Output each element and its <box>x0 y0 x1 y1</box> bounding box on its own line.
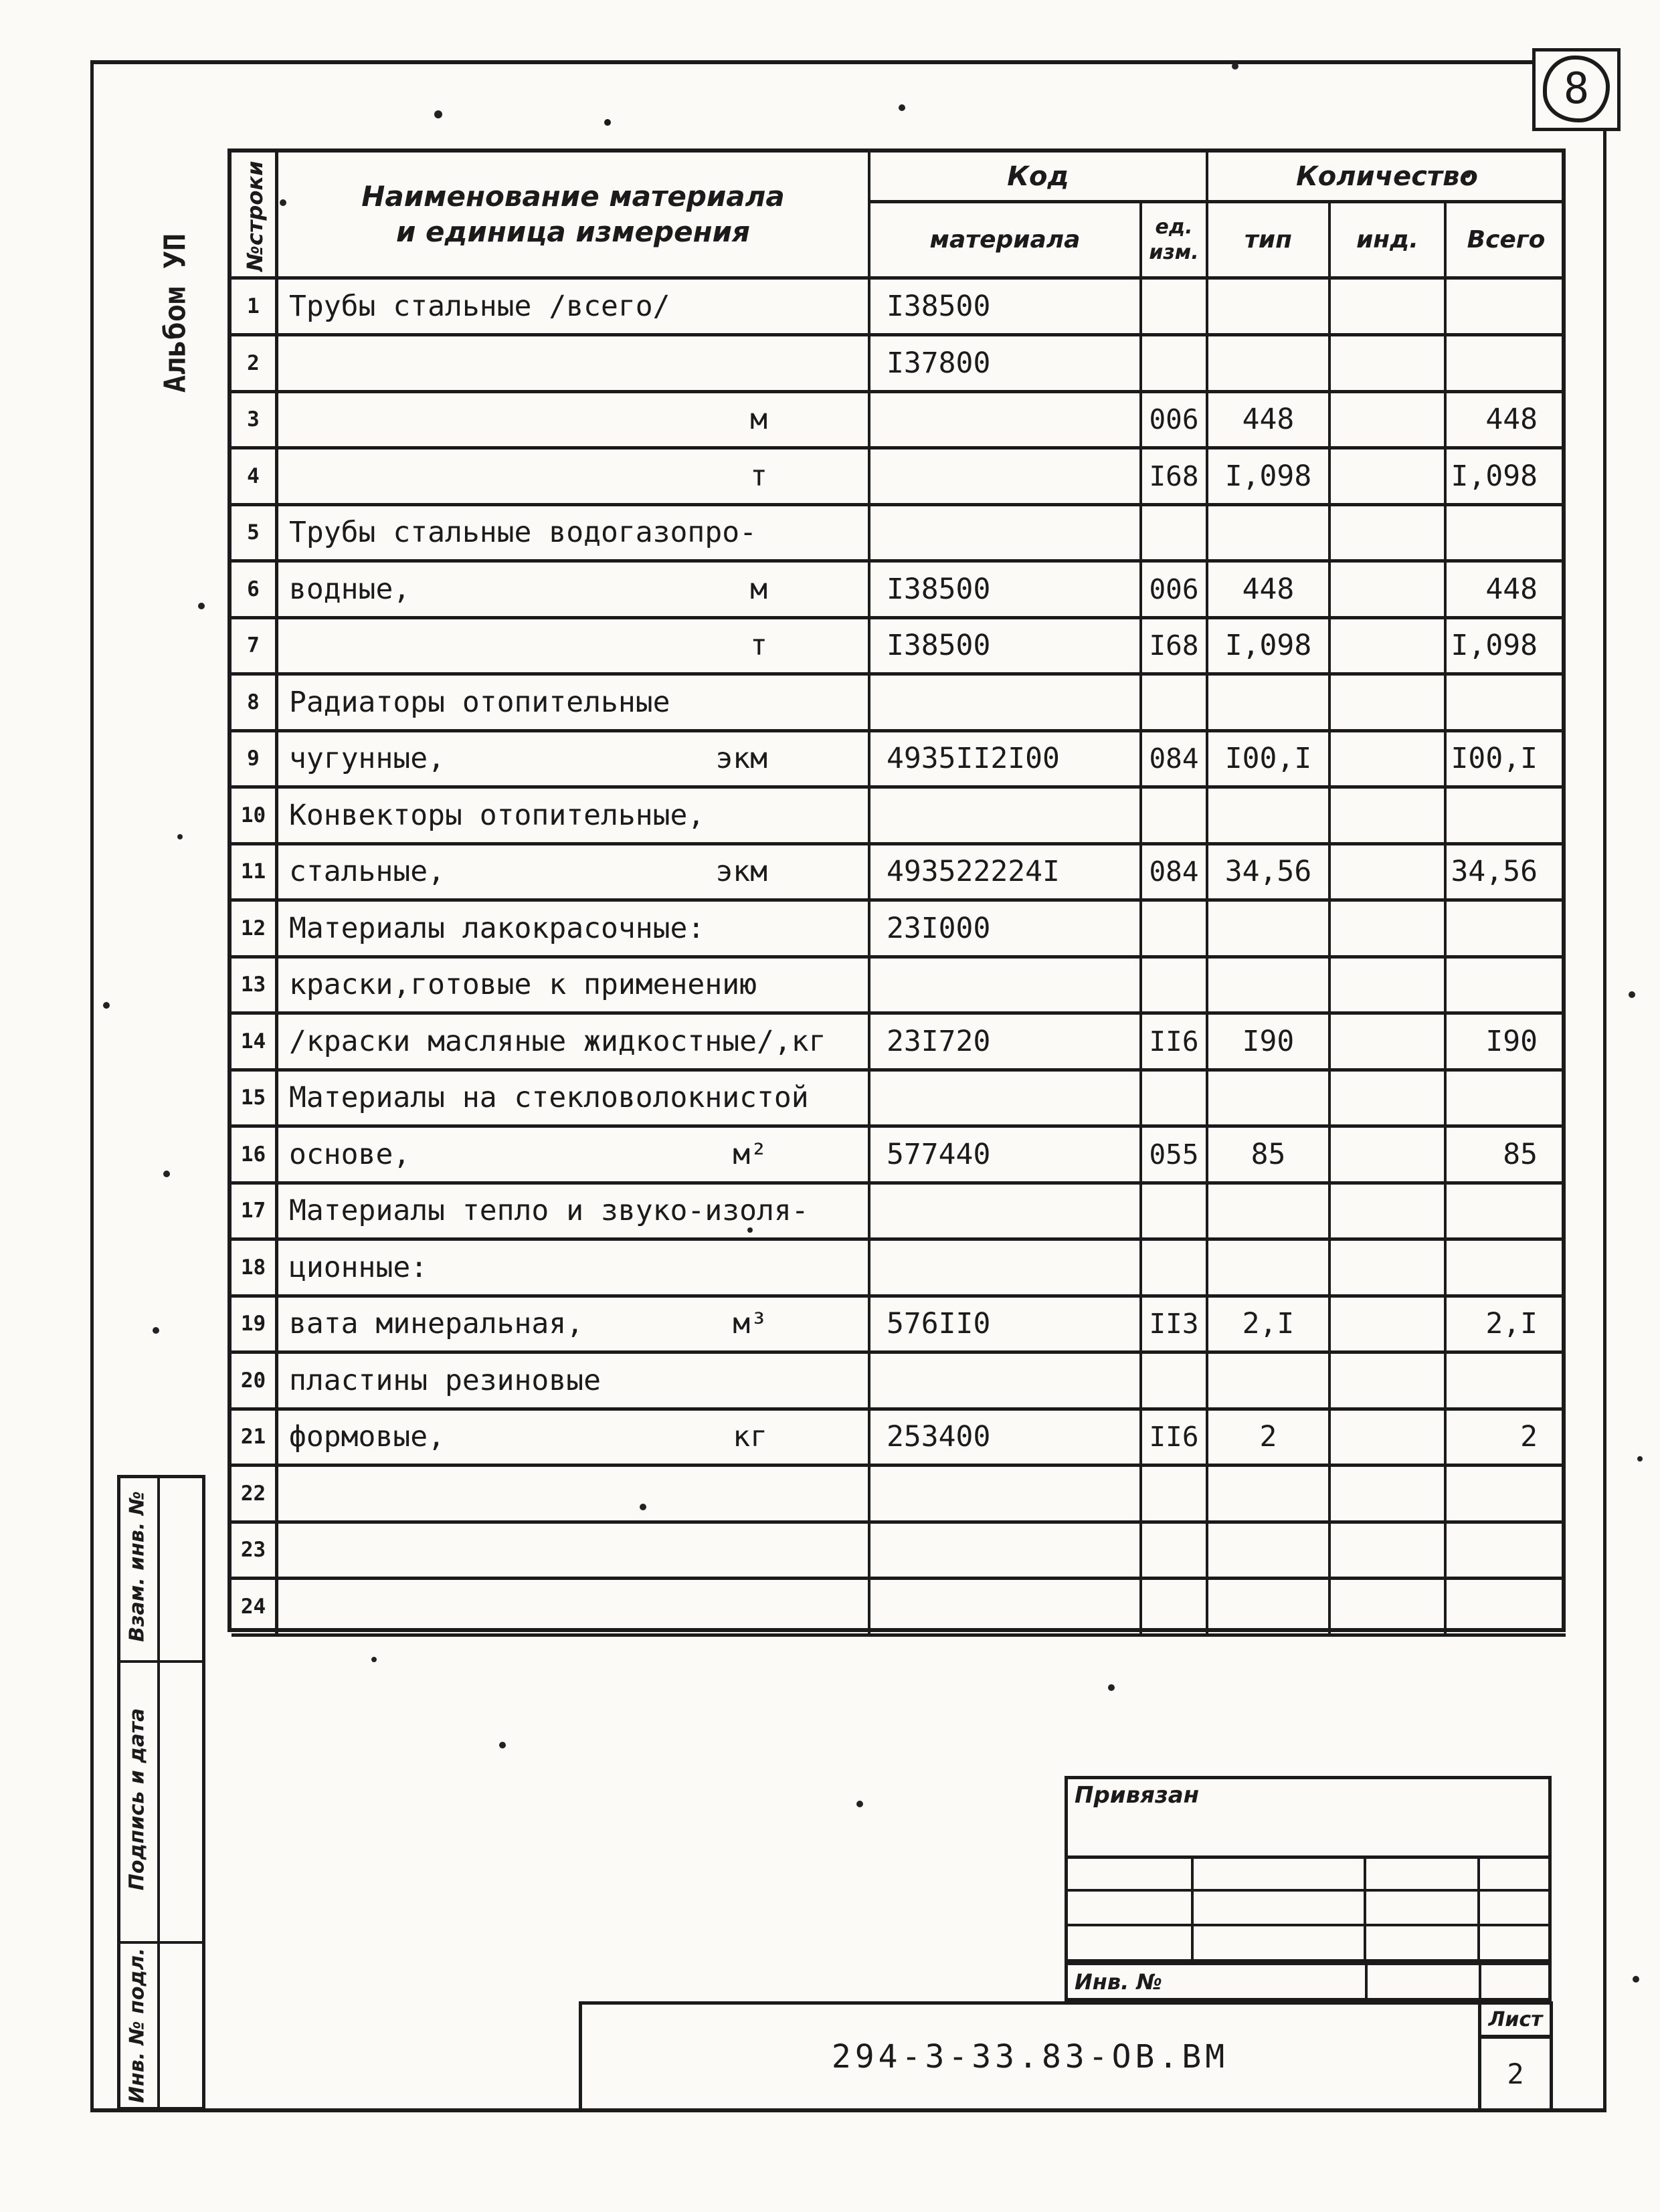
title-grid-cell <box>1194 1892 1366 1927</box>
cell-num: 20 <box>232 1354 278 1407</box>
cell-type: I00,I <box>1208 732 1331 785</box>
cell-code: 253400 <box>870 1410 1142 1464</box>
cell-code <box>870 676 1142 729</box>
material-name: вата минеральная, <box>289 1307 584 1340</box>
material-unit: м <box>750 403 767 436</box>
cell-unit_code <box>1142 1241 1208 1294</box>
title-grid-cell <box>1068 1892 1194 1927</box>
cell-type: I,098 <box>1208 449 1331 503</box>
header-type: тип <box>1208 203 1331 280</box>
title-grid-cell <box>1068 1926 1194 1962</box>
cell-code: 4935II2I00 <box>870 732 1142 785</box>
cell-ind <box>1331 449 1447 503</box>
cell-num: 11 <box>232 845 278 898</box>
header-ind: инд. <box>1331 203 1447 280</box>
cell-num: 24 <box>232 1580 278 1633</box>
cell-ind <box>1331 958 1447 1011</box>
cell-name <box>278 449 870 503</box>
cell-type: 448 <box>1208 563 1331 616</box>
cell-unit_code: 055 <box>1142 1128 1208 1181</box>
sheet-number-box <box>1478 2035 1553 2112</box>
cell-total <box>1447 902 1566 955</box>
cell-name <box>278 1071 870 1124</box>
material-name: стальные, <box>289 855 445 888</box>
cell-type <box>1208 336 1331 390</box>
cell-ind <box>1331 676 1447 729</box>
cell-code <box>870 1071 1142 1124</box>
material-unit: м <box>750 572 767 606</box>
table-row <box>232 563 1566 619</box>
cell-num: 22 <box>232 1467 278 1520</box>
cell-type: 34,56 <box>1208 845 1331 898</box>
material-name: Трубы стальные /всего/ <box>289 290 670 323</box>
header-unit-line2: изм. <box>1149 240 1199 264</box>
cell-code <box>870 506 1142 559</box>
cell-ind <box>1331 1410 1447 1464</box>
material-name: чугунные, <box>289 742 445 775</box>
cell-name <box>278 619 870 672</box>
table-row <box>232 393 1566 449</box>
table-row <box>232 449 1566 506</box>
material-name: Материалы лакокрасочные: <box>289 911 705 945</box>
cell-unit_code: II3 <box>1142 1297 1208 1350</box>
cell-name <box>278 958 870 1011</box>
cell-unit_code <box>1142 1523 1208 1577</box>
stamp-divider-2 <box>120 1941 202 1944</box>
cell-ind <box>1331 1128 1447 1181</box>
table-row <box>232 1184 1566 1241</box>
header-name-line2: и единица измерения <box>395 215 751 248</box>
stamp-vzam-inv: Взам. инв. № <box>125 1491 149 1642</box>
cell-total: I90 <box>1485 1024 1538 1058</box>
cell-type: 448 <box>1208 393 1331 446</box>
cell-ind <box>1331 506 1447 559</box>
sheet-label-box <box>1478 2001 1553 2038</box>
title-grid-cell <box>1366 1892 1480 1927</box>
cell-unit_code <box>1142 676 1208 729</box>
title-grid <box>1065 1856 1552 1962</box>
cell-ind <box>1331 1580 1447 1633</box>
materials-table <box>227 148 1566 1632</box>
cell-type <box>1208 1354 1331 1407</box>
cell-total <box>1447 1354 1566 1407</box>
cell-total: 448 <box>1485 572 1538 606</box>
cell-code <box>870 1523 1142 1577</box>
cell-code: I38500 <box>870 563 1142 616</box>
cell-name <box>278 1297 870 1350</box>
cell-type: I,098 <box>1208 619 1331 672</box>
cell-num: 16 <box>232 1128 278 1181</box>
inv-row-divider-1 <box>1365 1965 1368 1998</box>
material-name: водные, <box>289 572 411 606</box>
title-grid-cell <box>1194 1926 1366 1962</box>
page-number: 8 <box>1563 64 1590 114</box>
title-grid-cell <box>1068 1856 1194 1892</box>
table-row <box>232 676 1566 732</box>
cell-unit_code: I68 <box>1142 619 1208 672</box>
page-number-circle <box>1543 56 1610 122</box>
cell-num: 15 <box>232 1071 278 1124</box>
cell-unit_code <box>1142 902 1208 955</box>
cell-code <box>870 1580 1142 1633</box>
cell-num: 8 <box>232 676 278 729</box>
cell-unit_code <box>1142 1071 1208 1124</box>
material-unit: экм <box>715 855 767 888</box>
cell-num: 19 <box>232 1297 278 1350</box>
cell-type <box>1208 1523 1331 1577</box>
material-unit: м³ <box>733 1307 767 1340</box>
cell-name <box>278 506 870 559</box>
cell-code <box>870 1467 1142 1520</box>
sheet-number: 2 <box>1507 2057 1524 2090</box>
cell-name <box>278 563 870 616</box>
table-row <box>232 789 1566 845</box>
table-row <box>232 1523 1566 1580</box>
cell-total <box>1447 1580 1566 1633</box>
cell-code: 23I720 <box>870 1015 1142 1068</box>
material-name: пластины резиновые <box>289 1363 601 1397</box>
material-name: основе, <box>289 1137 411 1171</box>
title-grid-cell <box>1480 1926 1548 1962</box>
document-code-box <box>579 2001 1481 2112</box>
cell-code <box>870 958 1142 1011</box>
album-label: Альбом УП <box>158 233 193 393</box>
cell-name <box>278 845 870 898</box>
material-name: краски,готовые к применению <box>289 968 757 1001</box>
cell-code: 576II0 <box>870 1297 1142 1350</box>
cell-ind <box>1331 1184 1447 1237</box>
cell-total: I,098 <box>1451 629 1538 662</box>
cell-ind <box>1331 619 1447 672</box>
cell-type <box>1208 1467 1331 1520</box>
table-row <box>232 1410 1566 1467</box>
cell-num: 7 <box>232 619 278 672</box>
cell-unit_code: I68 <box>1142 449 1208 503</box>
cell-code <box>870 449 1142 503</box>
cell-num: 14 <box>232 1015 278 1068</box>
cell-code <box>870 1241 1142 1294</box>
cell-code: 493522224I <box>870 845 1142 898</box>
page-number-box <box>1532 48 1621 131</box>
cell-type <box>1208 676 1331 729</box>
cell-total: 34,56 <box>1451 855 1538 888</box>
cell-ind <box>1331 1071 1447 1124</box>
cell-type: I90 <box>1208 1015 1331 1068</box>
cell-type: 2 <box>1208 1410 1331 1464</box>
cell-ind <box>1331 336 1447 390</box>
title-grid-cell <box>1480 1892 1548 1927</box>
header-total: Всего <box>1447 203 1566 280</box>
cell-num: 5 <box>232 506 278 559</box>
table-row <box>232 902 1566 959</box>
page-border-right <box>1603 128 1606 2112</box>
material-unit: экм <box>715 742 767 775</box>
title-grid-cell <box>1366 1856 1480 1892</box>
cell-ind <box>1331 1297 1447 1350</box>
cell-unit_code <box>1142 506 1208 559</box>
material-unit: м² <box>733 1137 767 1171</box>
material-name: Трубы стальные водогазопро- <box>289 516 757 549</box>
cell-total: I00,I <box>1451 742 1538 775</box>
cell-type <box>1208 789 1331 842</box>
cell-name <box>278 280 870 333</box>
cell-total <box>1447 336 1566 390</box>
table-row <box>232 732 1566 789</box>
linked-label: Привязан <box>1075 1782 1200 1809</box>
cell-name <box>278 1184 870 1237</box>
material-name: Радиаторы отопительные <box>289 685 670 719</box>
cell-ind <box>1331 563 1447 616</box>
cell-name <box>278 902 870 955</box>
cell-unit_code <box>1142 1184 1208 1237</box>
sheet-label: Лист <box>1488 2008 1543 2031</box>
cell-num: 9 <box>232 732 278 785</box>
cell-type <box>1208 1241 1331 1294</box>
material-unit: т <box>750 459 767 493</box>
cell-type: 85 <box>1208 1128 1331 1181</box>
cell-ind <box>1331 1354 1447 1407</box>
material-name: Материалы на стекловолокнистой <box>289 1081 809 1114</box>
table-row <box>232 336 1566 393</box>
cell-name <box>278 1467 870 1520</box>
stamp-podpis-data: Подпись и дата <box>125 1708 149 1891</box>
cell-total <box>1447 676 1566 729</box>
inv-label: Инв. № <box>1075 1969 1162 1995</box>
cell-total <box>1447 789 1566 842</box>
cell-unit_code: 006 <box>1142 393 1208 446</box>
cell-ind <box>1331 1241 1447 1294</box>
cell-total <box>1447 1241 1566 1294</box>
cell-ind <box>1331 1467 1447 1520</box>
cell-name <box>278 732 870 785</box>
stamp-divider-1 <box>120 1660 202 1663</box>
cell-ind <box>1331 280 1447 333</box>
cell-code: 577440 <box>870 1128 1142 1181</box>
cell-total <box>1447 958 1566 1011</box>
linked-box <box>1065 1776 1552 1859</box>
cell-code: 23I000 <box>870 902 1142 955</box>
material-unit: т <box>750 629 767 662</box>
cell-code <box>870 1184 1142 1237</box>
cell-total: 2 <box>1520 1420 1538 1453</box>
cell-ind <box>1331 732 1447 785</box>
cell-name <box>278 336 870 390</box>
title-grid-cell <box>1480 1856 1548 1892</box>
cell-type <box>1208 280 1331 333</box>
header-row-number-cell <box>232 153 278 280</box>
title-grid-cell <box>1366 1926 1480 1962</box>
cell-name <box>278 1580 870 1633</box>
cell-ind <box>1331 1015 1447 1068</box>
document-code: 294-3-33.83-ОВ.ВМ <box>831 2038 1229 2076</box>
cell-num: 3 <box>232 393 278 446</box>
table-row <box>232 1015 1566 1072</box>
cell-unit_code <box>1142 958 1208 1011</box>
cell-total: 85 <box>1503 1137 1538 1171</box>
cell-unit_code <box>1142 1354 1208 1407</box>
cell-name <box>278 1410 870 1464</box>
cell-unit_code <box>1142 789 1208 842</box>
cell-code: I37800 <box>870 336 1142 390</box>
cell-total: 448 <box>1485 403 1538 436</box>
material-name: формовые, <box>289 1420 445 1453</box>
cell-ind <box>1331 845 1447 898</box>
header-unit-line1: ед. <box>1155 215 1193 239</box>
cell-total <box>1447 1523 1566 1577</box>
cell-total <box>1447 506 1566 559</box>
cell-num: 12 <box>232 902 278 955</box>
material-name: Материалы тепло и звуко-изоля- <box>289 1194 809 1227</box>
title-grid-cell <box>1194 1856 1366 1892</box>
header-unit <box>1142 203 1208 280</box>
cell-num: 2 <box>232 336 278 390</box>
cell-unit_code: 006 <box>1142 563 1208 616</box>
table-row <box>232 958 1566 1015</box>
page-border-left <box>90 60 94 2112</box>
cell-name <box>278 1015 870 1068</box>
cell-num: 4 <box>232 449 278 503</box>
cell-name <box>278 676 870 729</box>
cell-name <box>278 1241 870 1294</box>
cell-num: 21 <box>232 1410 278 1464</box>
cell-type: 2,I <box>1208 1297 1331 1350</box>
cell-name <box>278 393 870 446</box>
cell-num: 6 <box>232 563 278 616</box>
cell-unit_code <box>1142 280 1208 333</box>
cell-num: 18 <box>232 1241 278 1294</box>
cell-type <box>1208 958 1331 1011</box>
cell-total: I,098 <box>1451 459 1538 493</box>
cell-name <box>278 1128 870 1181</box>
table-row <box>232 1354 1566 1411</box>
cell-code: I38500 <box>870 619 1142 672</box>
table-row <box>232 845 1566 902</box>
header-code-material: материала <box>870 203 1142 280</box>
cell-num: 13 <box>232 958 278 1011</box>
table-row <box>232 1071 1566 1128</box>
cell-num: 10 <box>232 789 278 842</box>
cell-ind <box>1331 1523 1447 1577</box>
cell-ind <box>1331 393 1447 446</box>
cell-num: 17 <box>232 1184 278 1237</box>
cell-code: I38500 <box>870 280 1142 333</box>
table-row <box>232 1297 1566 1354</box>
cell-num: 23 <box>232 1523 278 1577</box>
cell-total <box>1447 1071 1566 1124</box>
cell-code <box>870 393 1142 446</box>
stamp-strip-divider <box>157 1478 160 2107</box>
table-row <box>232 1467 1566 1524</box>
cell-total <box>1447 1184 1566 1237</box>
table-row <box>232 619 1566 676</box>
cell-unit_code: 084 <box>1142 732 1208 785</box>
header-name-line1: Наименование материала <box>361 180 785 213</box>
cell-name <box>278 1354 870 1407</box>
table-row <box>232 1241 1566 1298</box>
cell-name <box>278 789 870 842</box>
cell-unit_code <box>1142 336 1208 390</box>
header-quantity-group: Количество <box>1208 153 1566 203</box>
material-name: ционные: <box>289 1250 428 1284</box>
table-row <box>232 1128 1566 1185</box>
header-code-group: Код <box>870 153 1208 203</box>
material-name: Конвекторы отопительные, <box>289 798 705 832</box>
header-name <box>278 153 870 280</box>
table-row <box>232 506 1566 563</box>
stamp-inv-podl: Инв. № подл. <box>125 1947 149 2104</box>
cell-type <box>1208 1184 1331 1237</box>
page-border-top <box>90 60 1534 64</box>
cell-unit_code <box>1142 1467 1208 1520</box>
cell-num: 1 <box>232 280 278 333</box>
cell-unit_code: II6 <box>1142 1410 1208 1464</box>
cell-unit_code: 084 <box>1142 845 1208 898</box>
cell-code <box>870 789 1142 842</box>
material-unit: кг <box>733 1420 767 1453</box>
cell-total <box>1447 1467 1566 1520</box>
cell-ind <box>1331 789 1447 842</box>
cell-total: 2,I <box>1485 1307 1538 1340</box>
cell-unit_code <box>1142 1580 1208 1633</box>
cell-type <box>1208 506 1331 559</box>
table-row <box>232 280 1566 336</box>
cell-unit_code: II6 <box>1142 1015 1208 1068</box>
cell-type <box>1208 1071 1331 1124</box>
inv-row-divider-2 <box>1479 1965 1481 1998</box>
table-row <box>232 1580 1566 1637</box>
cell-type <box>1208 1580 1331 1633</box>
cell-type <box>1208 902 1331 955</box>
cell-name <box>278 1523 870 1577</box>
inv-row <box>1065 1962 1552 2001</box>
header-row-number-label: №строки <box>242 161 268 272</box>
material-name: /краски масляные жидкостные/,кг <box>289 1024 826 1058</box>
cell-code <box>870 1354 1142 1407</box>
cell-ind <box>1331 902 1447 955</box>
scan-noise <box>0 0 4 4</box>
cell-total <box>1447 280 1566 333</box>
